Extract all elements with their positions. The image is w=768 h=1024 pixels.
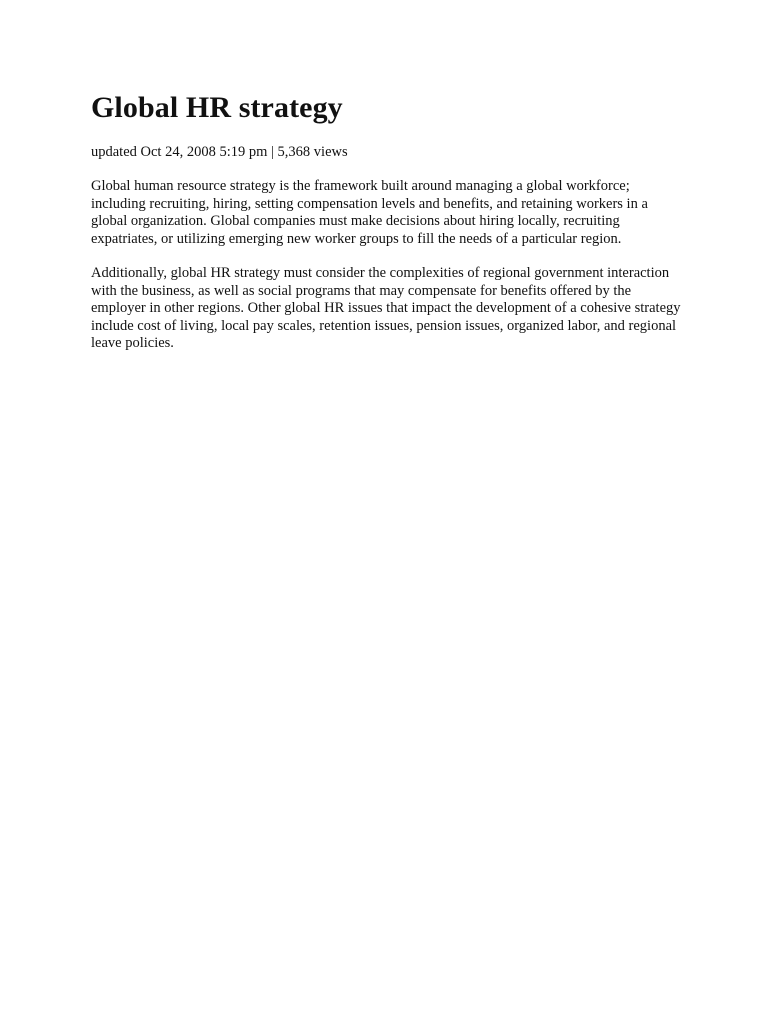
article [91, 88, 681, 353]
paragraph-2: Additionally, global HR strategy must consider the complexities of regional government interaction with the business, as well as social programs that may compensate for benefits offered by the employer in other regions. Other global HR issues that impact the development of a cohesive strategy include cost of living, local pay scales, retention issues, pension issues, organized labor, and regional leave policies. [91, 265, 681, 351]
paragraph-1: Global human resource strategy is the framework built around managing a global workforce; including recruiting, hiring, setting compensation levels and benefits, and retaining workers in a global organization. Global companies must make decisions about hiring locally, recruiting expatriates, or utilizing emerging new worker groups to fill the needs of a particular region. [91, 178, 648, 247]
article-meta: updated Oct 24, 2008 5:19 pm | 5,368 views [91, 144, 348, 160]
page-title: Global HR strategy [91, 91, 343, 124]
